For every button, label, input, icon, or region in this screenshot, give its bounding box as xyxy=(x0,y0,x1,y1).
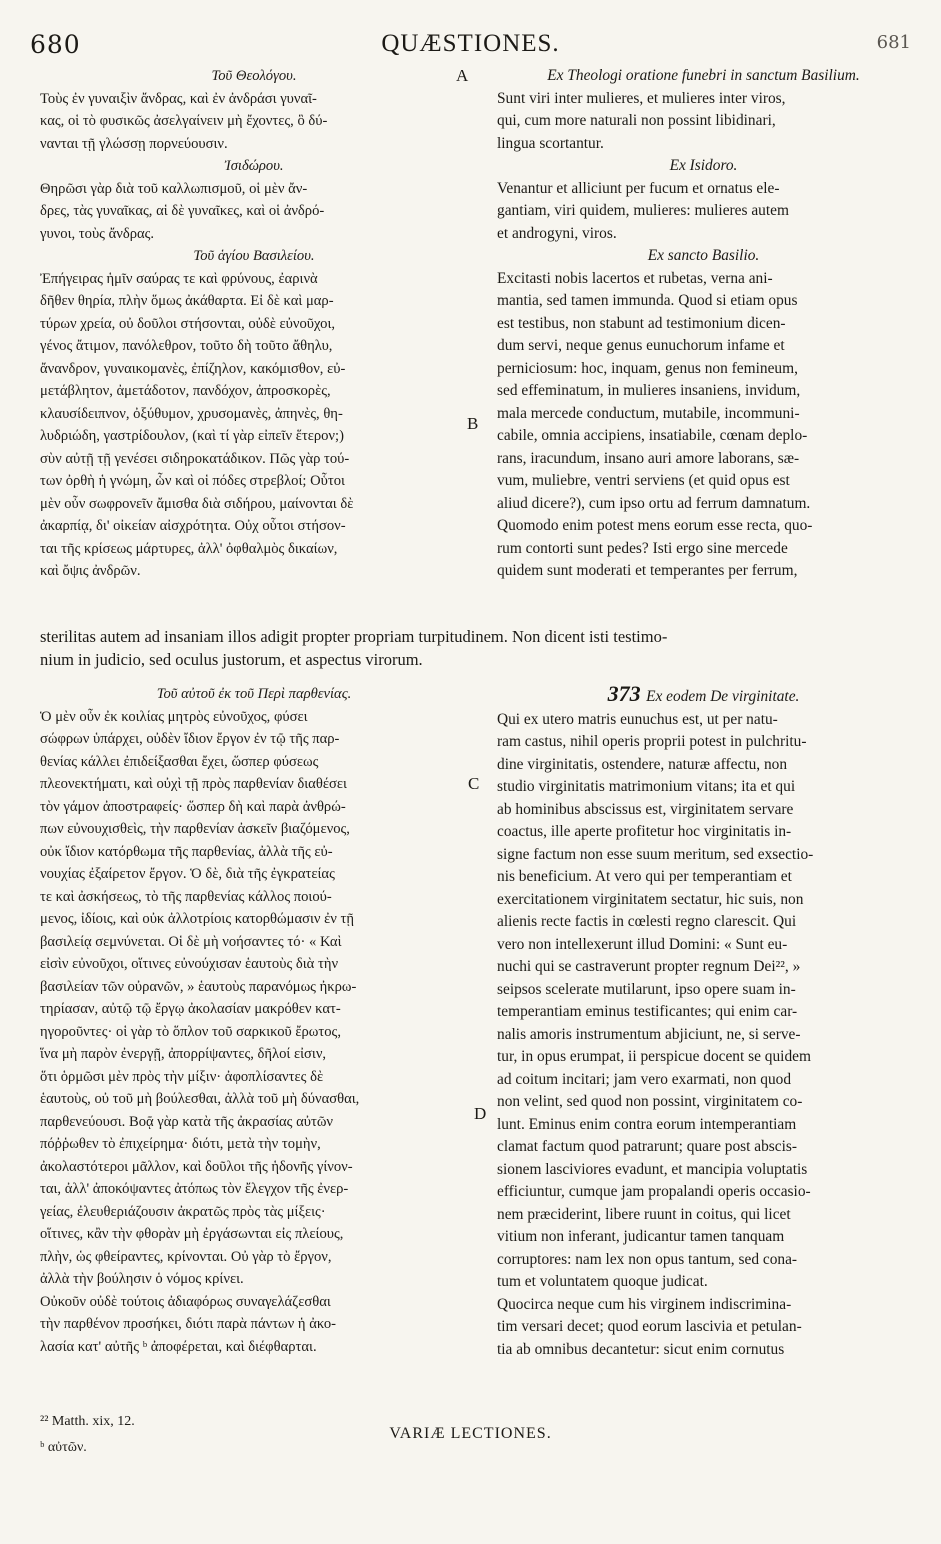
latin-line: clamat factum quod patrarunt; quare post abscis- xyxy=(497,1138,798,1155)
latin-line: gantiam, viri quidem, mulieres: mulieres autem xyxy=(497,202,789,219)
latin-line: vum, muliebre, ventri serviens (et quid opus est xyxy=(497,472,790,489)
greek-line: ἀλλὰ τὴν βούλησιν ὁ νόμος κρίνει. xyxy=(40,1271,244,1287)
latin-line: sionem lasciviores evadunt, et mancipia voluptatis xyxy=(497,1160,808,1178)
section-heading: Ex Theologi oratione funebri in sanctum Basilium. xyxy=(547,67,860,84)
greek-line: βασιλείᾳ σεμνύνεται. Οἱ δὲ μὴ νοήσαντες τό· « Καὶ xyxy=(40,933,342,950)
latin-line: non velint, sed quod non possint, virginitatem co- xyxy=(497,1093,803,1110)
greek-line: μετάβλητον, ἀμετάδοτον, πανδόχον, ἀπροσκορὲς, xyxy=(40,383,331,399)
greek-line: ται, ἀλλ' ἀποκόψαντες ἀτόπως τὸν ἔλεγχον τῆς ἐνερ- xyxy=(40,1181,349,1197)
greek-line: γυνοι, τοὺς ἄνδρας. xyxy=(40,225,155,242)
greek-line: πλὴν, ὡς φθείραντες, κρίνονται. Οὐ γὰρ τὸ ἔργον, xyxy=(40,1248,332,1265)
fullwidth-line: nium in judicio, sed oculus justorum, et aspectus virorum. xyxy=(40,649,423,669)
greek-line: οὐκ ἴδιον κατόρθωμα τῆς παρθενίας, ἀλλὰ τῆς εὐ- xyxy=(40,843,333,860)
section-heading xyxy=(497,683,910,709)
greek-line: θενίας κάλλει ἐπιδείξασθαι ἔχει, ὥσπερ φύσεως xyxy=(40,753,319,770)
latin-line: lunt. Eminus enim contra eorum intemperantiam xyxy=(497,1115,797,1133)
greek-line: ἵνα μὴ παρὸν ἐνεργῇ, ἀπορρίψαντες, δῆλοί εἰσιν, xyxy=(40,1046,327,1062)
greek-line: δρες, τὰς γυναῖκας, αἱ δὲ γυναῖκες, καὶ οἱ ἀνδρό- xyxy=(40,203,325,219)
latin-line: nem præciderint, libere ruunt in coitus, qui licet xyxy=(497,1205,791,1223)
greek-line: τὸν γάμον ἀποστραφείς· ὥσπερ δὴ καὶ παρὰ ἀνθρώ- xyxy=(40,798,346,815)
latin-line: ram castus, nihil operis proprii potest in pulchritu- xyxy=(497,733,807,750)
latin-line: exercitationem virginitatem sectatur, hic suis, non xyxy=(497,890,804,908)
greek-line: νουχίας ἐξαίρετον ἔργον. Ὁ δὲ, διὰ τῆς ἐγκρατείας xyxy=(40,866,335,882)
greek-line: κας, οἱ τὸ φυσικῶς ἀσελγαίνειν μὴ ἔχοντες, ὃ δύ- xyxy=(40,113,328,129)
margin-letter-a: A xyxy=(456,66,469,85)
greek-column-top xyxy=(40,65,468,583)
greek-line: μενος, ἰδίοις, καὶ οὐκ ἀλλοτρίοις κατορθώμασιν ἐν τῇ xyxy=(40,911,355,927)
fullwidth-paragraph xyxy=(40,626,910,671)
greek-line: παρθενεύουσι. Βοᾷ γὰρ κατὰ τῆς ἀκρασίας αὐτῶν xyxy=(40,1113,334,1130)
greek-line: Ἐπήγειρας ἡμῖν σαύρας τε καὶ φρύνους, ἐαρινὰ xyxy=(40,270,318,287)
latin-line: nis beneficium. At vero qui per temperantiam et xyxy=(497,868,792,885)
latin-line: quidem sunt moderati et temperantes per ferrum, xyxy=(497,562,798,579)
latin-line: corruptores: nam lex non opus tantum, sed cona- xyxy=(497,1250,798,1268)
latin-line: signe factum non esse suum meritum, sed exsectio- xyxy=(497,845,814,863)
section-heading: Ex Isidoro. xyxy=(669,157,738,174)
greek-line: πων εὐνουχισθεὶς, τὴν παρθενίαν ἀσκεῖν βιαζόμενος, xyxy=(40,821,350,837)
latin-line: Venantur et alliciunt per fucum et ornatus ele- xyxy=(497,179,780,197)
latin-line: lingua scortantur. xyxy=(497,134,604,152)
latin-line: cabile, omnia accipiens, insatiabile, cœnam deplo- xyxy=(497,427,808,444)
latin-line: ab hominibus abscissus est, virginitatem servare xyxy=(497,800,794,818)
greek-line: ται τῆς κρίσεως μάρτυρες, ἀλλ' ὀφθαλμὸς δικαίων, xyxy=(40,540,338,557)
latin-line: qui, cum more naturali non possint libidinari, xyxy=(497,112,776,129)
footnote-1: ²² Matth. xix, 12. xyxy=(40,1414,135,1429)
latin-line: seipsos scelerate mutilarunt, ipso opere suam in- xyxy=(497,980,796,998)
latin-line: Quomodo enim potest mens eorum esse recta, quo- xyxy=(497,517,813,534)
greek-line: τηρίασαν, αὐτῷ τῷ ἔργῳ ἀκολασίαν μακρόθεν κατ- xyxy=(40,1001,341,1017)
page-number-left: 680 xyxy=(30,30,81,59)
latin-line: rum contorti sunt pedes? Isti ergo sine mercede xyxy=(497,539,788,557)
latin-line: mantia, sed tamen immunda. Quod si etiam opus xyxy=(497,292,798,309)
section-heading: Τοῦ Θεολόγου. xyxy=(211,68,297,84)
greek-line: γένος ἄτιμον, πανόλεθρον, τοῦτο δὴ τοῦτο ἄθηλυ, xyxy=(40,338,333,354)
greek-line: των ὀρθὴ ἡ γνώμη, ὧν καὶ οἱ πόδες στρεβλοί; Οὗτοι xyxy=(40,473,345,489)
page-number-right: 681 xyxy=(876,32,911,53)
latin-line: efficiuntur, cumque jam propalandi operis occasio- xyxy=(497,1183,811,1200)
greek-line: ὅτι ὁρμῶσι μὲν πρὸς τὴν μίξιν· ἀφοπλίσαντες δὲ xyxy=(40,1068,324,1085)
margin-letter-c: C xyxy=(468,774,480,793)
latin-line: perniciosum: hoc, inquam, genus non femineum, xyxy=(497,359,798,377)
greek-line: οἵτινες, κἂν τὴν φθορὰν μὴ ἐργάσωνται εἰς πλείους, xyxy=(40,1226,344,1242)
latin-line: nuchi qui se castraverunt propter regnum Dei²², » xyxy=(497,958,801,975)
greek-line: καὶ ὄψις ἀνδρῶν. xyxy=(40,563,141,579)
greek-line: δῆθεν θηρία, πλὴν ὅμως ἀκάθαρτα. Εἰ δὲ καὶ μαρ- xyxy=(40,293,334,309)
greek-column-bottom xyxy=(40,683,468,1358)
latin-line: Qui ex utero matris eunuchus est, ut per natu- xyxy=(497,710,778,728)
latin-line: aliud dicere?), cum ipso ortu ad ferrum damnatum. xyxy=(497,494,811,512)
latin-line: alienis recte factis in cœlesti regno clarescit. Qui xyxy=(497,913,797,930)
latin-line: vitium non inferant, judicantur tamen tanquam xyxy=(497,1228,785,1245)
latin-line: vero non intellexerunt illud Domini: « Sunt eu- xyxy=(497,935,788,953)
greek-line: ἀκολαστότεροι μᾶλλον, καὶ δοῦλοι τῆς ἡδονῆς γίνον- xyxy=(40,1158,353,1175)
greek-line: ἀκαρπίᾳ, δι' οἰκείαν αἰσχρότητα. Οὐχ οὗτοι στήσον- xyxy=(40,518,346,534)
latin-line: sed effeminatum, in mulieres insaniens, invidum, xyxy=(497,382,801,399)
latin-line: coactus, ille aperte profitetur hoc virginitatis in- xyxy=(497,823,792,840)
section-heading: Τοῦ αὐτοῦ ἐκ τοῦ Περὶ παρθενίας. xyxy=(156,686,352,702)
greek-line: τύρων χρεία, οὐ δοῦλοι στήσονται, οὐδὲ εὐνοῦχοι, xyxy=(40,315,336,332)
latin-column-top xyxy=(497,65,910,583)
latin-line: Sunt viri inter mulieres, et mulieres inter viros, xyxy=(497,89,786,107)
latin-line: et androgyni, viros. xyxy=(497,224,617,242)
greek-line: νανται τῇ γλώσσῃ πορνεύουσιν. xyxy=(40,135,228,152)
greek-line: κλαυσίδειπνον, ὀξύθυμον, χρυσομανὲς, ἀπηνὲς, θη- xyxy=(40,405,343,422)
latin-line: mala mercede conductum, mutabile, incommuni- xyxy=(497,404,800,422)
latin-line: nalis amoris instrumentum abjiciunt, ne, si serve- xyxy=(497,1025,801,1043)
greek-line: ἄνανδρον, γυναικομανὲς, ἐπίζηλον, κακόμισθον, εὐ- xyxy=(40,360,346,377)
latin-line: Excitasti nobis lacertos et rubetas, verna ani- xyxy=(497,269,773,287)
greek-line: εἰσὶν εὐνοῦχοι, οἵτινες εὐνούχισαν ἑαυτοὺς διὰ τὴν xyxy=(40,956,339,972)
margin-letter-b: B xyxy=(467,414,479,433)
greek-line: Οὐκοῦν οὐδὲ τούτοις ἀδιαφόρως συναγελάζεσθαι xyxy=(40,1293,331,1310)
latin-line: studio virginitatis matrimonium vitans; ita et qui xyxy=(497,778,796,795)
greek-line: ηγοροῦντες· οἱ γὰρ τὸ ὅπλον τοῦ σαρκικοῦ ἔρωτος, xyxy=(40,1023,341,1040)
section-heading: Ἰσιδώρου. xyxy=(224,158,284,174)
latin-line: Quocirca neque cum his virginem indiscrimina- xyxy=(497,1295,792,1313)
greek-line: πόῤῥωθεν τὸ ἐπιχείρημα· διότι, μετὰ τὴν τομὴν, xyxy=(40,1136,321,1152)
greek-line: βασιλείαν τῶν οὐρανῶν, » ἑαυτοὺς παρανόμως ἠκρω- xyxy=(40,978,357,995)
latin-column-bottom xyxy=(497,683,910,1361)
latin-line: tia ab omnibus decantetur: sicut enim cornutus xyxy=(497,1340,785,1358)
greek-line: λασία κατ' αὐτῆς ᵇ ἀποφέρεται, καὶ διέφθαρται. xyxy=(40,1338,317,1355)
latin-line: est testibus, non stabunt ad testimonium dicen- xyxy=(497,314,786,332)
greek-line: γείας, ἐλευθεριάζουσιν ἀκρατῶς πρὸς τὰς μίξεις· xyxy=(40,1203,326,1220)
latin-line: tim versari decet; quod eorum lascivia et petulan- xyxy=(497,1318,802,1335)
greek-line: Θηρῶσι γὰρ διὰ τοῦ καλλωπισμοῦ, οἱ μὲν ἄν- xyxy=(40,180,308,197)
running-title: QUÆSTIONES. xyxy=(381,30,560,57)
page-header xyxy=(0,30,941,66)
section-heading: Τοῦ ἁγίου Βασιλείου. xyxy=(193,248,315,264)
latin-line: dum servi, neque genus eunuchorum infame et xyxy=(497,337,785,354)
footnote-2: ᵇ αὐτῶν. xyxy=(40,1440,87,1455)
latin-line: rans, iracundum, insano auri amore laborans, sæ- xyxy=(497,449,800,467)
margin-letter-d: D xyxy=(474,1104,487,1123)
greek-line: μὲν οὖν σωφρονεῖν ἄμισθα διὰ σιδήρου, μαίνονται δὲ xyxy=(40,495,354,512)
greek-line: ἑαυτοὺς, οὐ τοῦ μὴ βούλεσθαι, ἀλλὰ τοῦ μὴ δύνασθαι, xyxy=(40,1091,360,1107)
section-heading-text: Ex eodem De virginitate. xyxy=(646,688,800,705)
greek-line: λυδριώδη, γαστρίδουλον, (καὶ τί γὰρ εἰπεῖν ἕτερον;) xyxy=(40,428,344,444)
greek-line: σὺν αὐτῇ τῇ γενέσει σιδηροκατάδικον. Πῶς γὰρ τού- xyxy=(40,450,350,467)
greek-line: τὴν παρθένον προσήκει, διότι παρὰ πάντων ἡ ἀκο- xyxy=(40,1316,337,1332)
fullwidth-line: sterilitas autem ad insaniam illos adigit propter propriam turpitudinem. Non dicent isti testimo- xyxy=(40,627,668,646)
greek-line: πλεονεκτήματι, καὶ οὐχὶ τῇ πρὸς παρθενίαν διαθέσει xyxy=(40,776,347,792)
section-number: 373 xyxy=(607,683,647,706)
greek-line: Ὁ μὲν οὖν ἐκ κοιλίας μητρὸς εὐνοῦχος, φύσει xyxy=(40,708,308,725)
section-heading: Ex sancto Basilio. xyxy=(647,247,760,264)
greek-line: Τοὺς ἐν γυναιξὶν ἄνδρας, καὶ ἐν ἀνδράσι γυναῖ- xyxy=(40,90,317,107)
variae-lectiones-heading: VARIÆ LECTIONES. xyxy=(389,1425,552,1442)
latin-line: temperantiam eminus testificantes; qui enim car- xyxy=(497,1003,798,1020)
latin-line: tur, in opus erumpat, ii perspicue docent se quidem xyxy=(497,1048,811,1065)
latin-line: dine virginitatis, ostendere, naturæ affectu, non xyxy=(497,755,788,773)
greek-line: σώφρων ὑπάρχει, οὐδὲν ἴδιον ἔργον ἐν τῷ τῆς παρ- xyxy=(40,731,340,747)
greek-line: τε καὶ ἀσκήσεως, τὸ τῆς παρθενίας κάλλος ποιού- xyxy=(40,888,332,905)
latin-line: ad coitum incitari; jam vero exarmati, non quod xyxy=(497,1070,792,1088)
latin-line: tum et voluntatem quoque judicat. xyxy=(497,1273,708,1290)
